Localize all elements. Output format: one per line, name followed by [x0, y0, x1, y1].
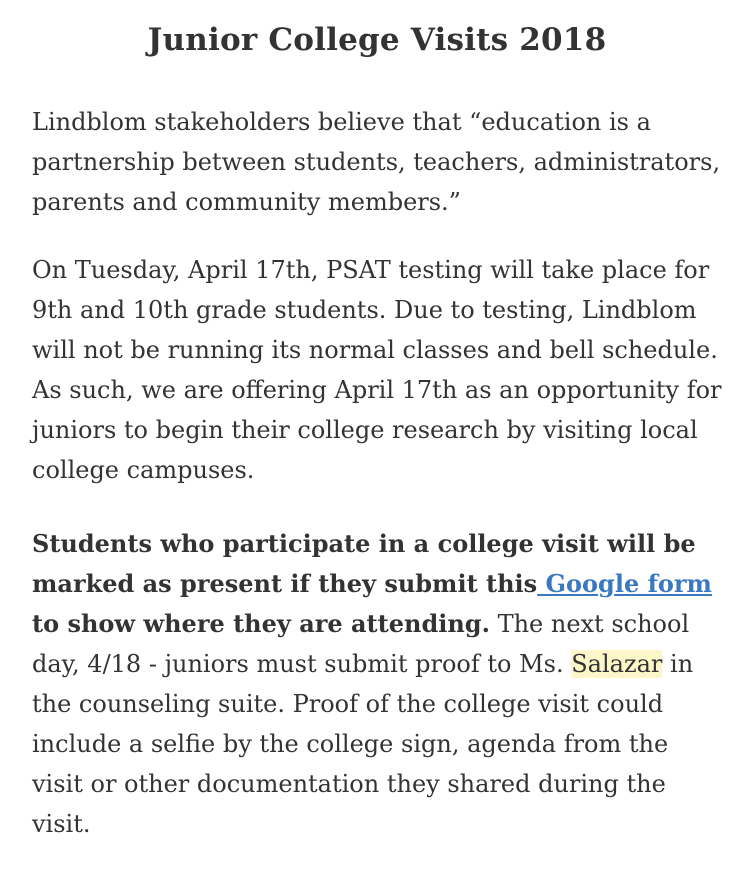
page-title: Junior College Visits 2018 [147, 22, 607, 58]
google-form-link[interactable]: Google form [537, 569, 712, 598]
highlighted-name: Salazar [571, 650, 663, 678]
proof-text-before: The next school day, 4/18 - juniors must submit proof to Ms. [32, 610, 690, 678]
intro-paragraph: Lindblom stakeholders believe that “education is a partnership between students, teachers, administrators, parents and community members.” [32, 108, 721, 216]
attendance-bold-lead: Students who participate in a college visit will be marked as present if they submit this [32, 529, 696, 598]
proof-text-after: in the counseling suite. Proof of the college visit could include a selfie by the college sign, agenda from the visit or other documentation they shared during the visit. [32, 650, 694, 838]
psat-paragraph: On Tuesday, April 17th, PSAT testing will take place for 9th and 10th grade students. Due to testing, Lindblom will not be running its normal classes and bell schedule. As such, we are offering April 17th as an opportunity for juniors to begin their college research by visiting local college campuses. [32, 256, 722, 484]
attendance-paragraph [32, 524, 722, 844]
attendance-bold-tail: to show where they are attending. [32, 609, 490, 638]
